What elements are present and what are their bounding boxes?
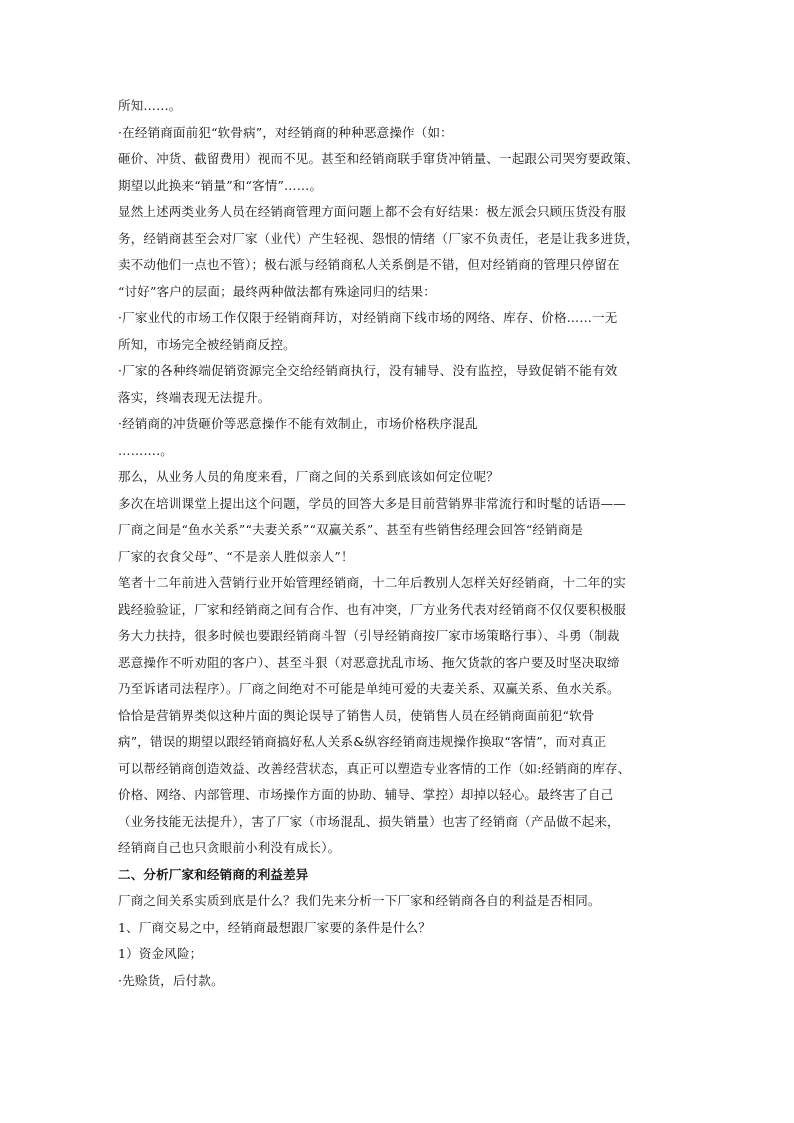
text-line: ·先赊货，后付款。 (118, 972, 224, 988)
text-line: ·经销商的冲货砸价等恶意操作不能有效制止，市场价格秩序混乱 (118, 416, 478, 431)
text-line: ·厂家业代的市场工作仅限于经销商拜访，对经销商下线市场的网络、库存、价格……一无 (118, 310, 618, 325)
document-body (118, 93, 680, 994)
text-line: 落实，终端表现无法提升。 (118, 389, 271, 405)
text-line: 可以帮经销商创造效益、改善经营状态，真正可以塑造专业客情的工作（如:经销商的库存、 (118, 760, 631, 776)
text-line: 厂商之间关系实质到底是什么？我们先来分析一下厂家和经销商各自的利益是否相同。 (118, 893, 601, 908)
text-line: 厂家的衣食父母”、“不是亲人胜似亲人”！ (118, 548, 354, 564)
text-line: ·在经销商面前犯“软骨病”，对经销商的种种恶意操作（如： (118, 124, 453, 140)
text-line: 那么，从业务人员的角度来看，厂商之间的关系到底该如何定位呢？ (118, 469, 500, 484)
text-line: 砸价、冲货、截留费用）视而不见。甚至和经销商联手窜货冲销量、一起跟公司哭穷要政策、 (118, 151, 639, 166)
section-heading: 二、分析厂家和经销商的利益差异 (118, 866, 309, 882)
text-line: 价格、网络、内部管理、市场操作方面的协助、辅导、掌控）却掉以轻心。最终害了自己 (118, 787, 614, 802)
text-line: 卖不动他们一点也不管）；极右派与经销商私人关系倒是不错，但对经销商的管理只停留在 (118, 257, 620, 272)
text-line: 乃至诉诸司法程序）。厂商之间绝对不可能是单纯可爱的夫妻关系、双赢关系、鱼水关系。 (118, 681, 620, 696)
text-line: 1）资金风险； (118, 946, 203, 961)
text-line: ·厂家的各种终端促销资源完全交给经销商执行，没有辅导、没有监控，导致促销不能有效 (118, 363, 618, 378)
text-line: 所知……。 (118, 98, 182, 113)
text-line: 恶意操作不听劝阻的客户）、甚至斗狠（对恶意扰乱市场、拖欠货款的客户要及时坚决取缔 (118, 654, 620, 670)
text-line: 经销商自己也只贪眼前小利没有成长）。 (118, 840, 341, 855)
text-line: 期望以此换来“销量”和“客情”……。 (118, 177, 323, 193)
text-line: 1、厂商交易之中，经销商最想跟厂家要的条件是什么？ (118, 919, 431, 935)
text-line: 恰恰是营销界类似这种片面的舆论误导了销售人员，使销售人员在经销商面前犯“软骨 (118, 707, 595, 723)
text-line: 病”，错误的期望以跟经销商搞好私人关系&纵容经销商违规操作换取“客情”，而对真正 (118, 734, 607, 749)
text-line: 践经验验证，厂家和经销商之间有合作、也有冲突，厂方业务代表对经销商不仅仅要积极服 (118, 601, 627, 617)
text-line: 笔者十二年前进入营销行业开始管理经销商，十二年后教别人怎样关好经销商，十二年的实 (118, 575, 627, 590)
text-line: 多次在培训课堂上提出这个问题，学员的回答大多是目前营销界非常流行和时髦的话语—— (118, 495, 627, 511)
text-line: ……….。 (118, 442, 173, 458)
text-line: 务，经销商甚至会对厂家（业代）产生轻视、怨恨的情绪（厂家不负责任，老是让我多进货， (118, 230, 639, 246)
text-line: （业务技能无法提升），害了厂家（市场混乱、损失销量）也害了经销商（产品做不起来， (118, 813, 620, 829)
text-line: “讨好”客户的层面；最终两种做法都有殊途同归的结果： (118, 283, 436, 299)
text-line: 厂商之间是“鱼水关系”“夫妻关系”“双赢关系”、甚至有些销售经理会回答“经销商是 (118, 522, 584, 537)
text-line: 务大力扶持，很多时候也要跟经销商斗智（引导经销商按厂家市场策略行事）、斗勇（制裁 (118, 628, 620, 643)
text-line: 所知，市场完全被经销商反控。 (118, 336, 296, 352)
text-line: 显然上述两类业务人员在经销商管理方面问题上都不会有好结果：极左派会只顾压货没有服 (118, 204, 627, 219)
